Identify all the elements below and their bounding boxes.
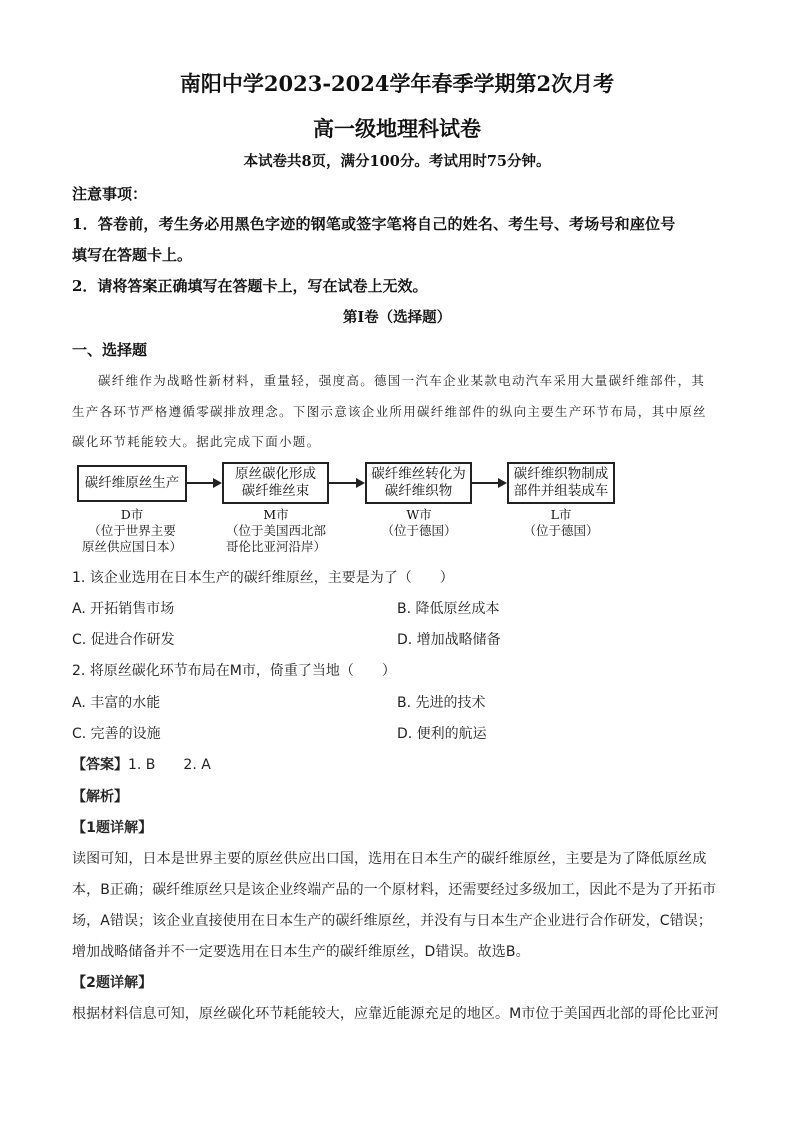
detail-1-line-1: 读图可知，日本是世界主要的原丝供应出口国，选用在日本生产的碳纤维原丝，主要是为了降低原丝成	[72, 851, 707, 867]
question-1-option-c: C. 促进合作研发	[72, 632, 175, 648]
exam-info: 本试卷共8页，满分100分。考试用时75分钟。	[243, 153, 551, 170]
notice-heading: 注意事项：	[72, 185, 148, 203]
flow-step-2-label: 原丝碳化形成碳纤维丝束	[235, 466, 316, 499]
flow-arrow-1	[187, 476, 223, 490]
flow-step-2-box	[222, 462, 329, 504]
flow-arrow-3	[472, 476, 508, 490]
question-2-option-c: C. 完善的设施	[72, 726, 161, 742]
exam-title: 南阳中学2023-2024学年春季学期第2次月考	[179, 71, 615, 96]
notice-item-2: 2．请将答案正确填写在答题卡上，写在试卷上无效。	[72, 277, 428, 295]
flow-step-3-label: 碳纤维丝转化为碳纤维织物	[371, 466, 466, 499]
flow-step-1-box	[77, 465, 187, 502]
question-1-option-a: A. 开拓销售市场	[72, 601, 175, 617]
flow-step-4-city: L市	[550, 507, 572, 522]
part-title: 一、选择题	[72, 341, 148, 359]
flow-step-1-note-1: （位于世界主要	[88, 523, 176, 538]
analysis-label-line	[72, 786, 128, 806]
flow-step-3-caption	[359, 507, 479, 539]
analysis-label: 【解析】	[72, 789, 128, 805]
flow-arrow-2	[329, 476, 366, 490]
notice-item-1-line-1: 1．答卷前，考生务必用黑色字迹的钢笔或签字笔将自己的姓名、考生号、考场号和座位号	[72, 215, 676, 233]
answer-label: 【答案】	[72, 757, 128, 773]
material-line-1: 碳纤维作为战略性新材料，重量轻，强度高。德国一汽车企业某款电动汽车采用大量碳纤维部件，其	[98, 373, 706, 388]
detail-2-line-1: 根据材料信息可知，原丝碳化环节耗能较大，应靠近能源充足的地区。M市位于美国西北部的哥伦比亚河	[72, 1006, 719, 1022]
flow-step-2-note-1: （位于美国西北部	[225, 523, 326, 538]
question-2-option-d: D. 便利的航运	[397, 726, 487, 742]
notice-item-1-line-2: 填写在答题卡上。	[72, 246, 193, 264]
question-2-option-a: A. 丰富的水能	[72, 695, 161, 711]
flow-step-3-box	[365, 462, 472, 504]
flow-step-2-city: M市	[263, 507, 289, 522]
detail-2-label: 【2题详解】	[72, 975, 153, 991]
flow-step-3-note-1: （位于德国）	[381, 523, 457, 538]
flow-step-2-caption	[212, 507, 340, 555]
question-1-stem: 1. 该企业选用在日本生产的碳纤维原丝，主要是为了（ ）	[72, 570, 454, 586]
detail-1-line-2: 本，B正确；碳纤维原丝只是该企业终端产品的一个原材料，还需要经过多级加工，因此不是为了开拓市	[72, 882, 717, 898]
material-line-2: 生产各环节严格遵循零碳排放理念。下图示意该企业所用碳纤维部件的纵向主要生产环节布局，其中原丝	[72, 404, 707, 419]
flow-step-4-box	[507, 462, 615, 504]
flow-step-4-caption	[501, 507, 621, 539]
flow-step-1-note-2: 原丝供应国日本）	[81, 539, 182, 554]
flow-step-4-label: 碳纤维织物制成部件并组装成车	[513, 466, 609, 499]
section-title: 第Ⅰ卷（选择题）	[342, 309, 452, 326]
question-2-stem: 2. 将原丝碳化环节布局在M市，倚重了当地（ ）	[72, 663, 396, 679]
question-2-option-b: B. 先进的技术	[397, 695, 486, 711]
detail-1-label: 【1题详解】	[72, 820, 153, 836]
flow-step-4-note-1: （位于德国）	[523, 523, 599, 538]
detail-1-line-3: 场，A错误；该企业直接使用在日本生产的碳纤维原丝，并没有与日本生产企业进行合作研发，C错误；	[72, 913, 712, 929]
detail-1-line-4: 增加战略储备并不一定要选用在日本生产的碳纤维原丝，D错误。故选B。	[72, 944, 530, 960]
flow-step-1-label: 碳纤维原丝生产	[84, 475, 180, 491]
answer-values: 1. B 2. A	[128, 757, 211, 773]
flow-step-2-note-2: 哥伦比亚河沿岸）	[225, 539, 326, 554]
question-1-option-d: D. 增加战略储备	[397, 632, 501, 648]
flow-step-1-caption	[72, 507, 192, 555]
material-line-3: 碳化环节耗能较大。据此完成下面小题。	[72, 434, 321, 449]
answer-line	[72, 754, 211, 774]
flow-step-1-city: D市	[120, 507, 144, 522]
flow-step-3-city: W市	[406, 507, 432, 522]
question-1-option-b: B. 降低原丝成本	[397, 601, 500, 617]
exam-subject-title: 高一级地理科试卷	[313, 116, 481, 141]
